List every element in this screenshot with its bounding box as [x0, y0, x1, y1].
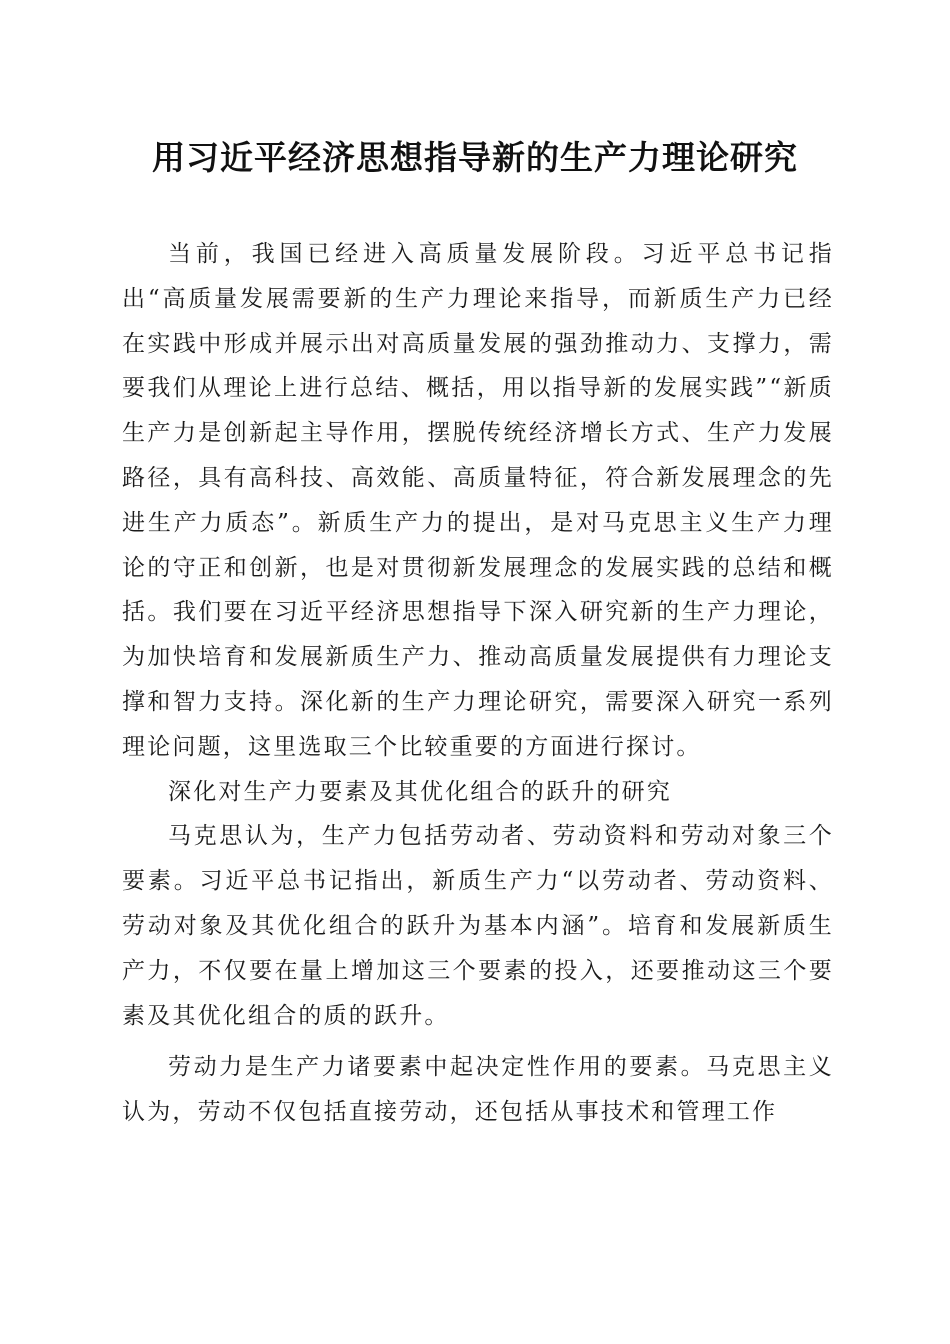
document-title: 用习近平经济思想指导新的生产力理论研究 [152, 138, 798, 177]
document-body [122, 232, 834, 1142]
paragraph-intro: 当前，我国已经进入高质量发展阶段。习近平总书记指出“高质量发展需要新的生产力理论来指导，而新质生产力已经在实践中形成并展示出对高质量发展的强劲推动力、支撑力，需要我们从理论上进行总结、概括，用以指导新的发展实践”“新质生产力是创新起主导作用，摆脱传统经济增长方式、生产力发展路径，具有高科技、高效能、高质量特征，符合新发展理念的先进生产力质态”。新质生产力的提出，是对马克思主义生产力理论的守正和创新，也是对贯彻新发展理念的发展实践的总结和概括。我们要在习近平经济思想指导下深入研究新的生产力理论，为加快培育和发展新质生产力、推动高质量发展提供有力理论支撑和智力支持。深化新的生产力理论研究，需要深入研究一系列理论问题，这里选取三个比较重要的方面进行探讨。 [122, 241, 834, 760]
paragraph-labor-force: 劳动力是生产力诸要素中起决定性作用的要素。马克思主义认为，劳动不仅包括直接劳动，还包括从事技术和管理工作 [122, 1054, 834, 1126]
section-heading: 深化对生产力要素及其优化组合的跃升的研究 [168, 778, 672, 805]
paragraph-productivity-elements: 马克思认为，生产力包括劳动者、劳动资料和劳动对象三个要素。习近平总书记指出，新质生产力“以劳动者、劳动资料、劳动对象及其优化组合的跃升为基本内涵”。培育和发展新质生产力，不仅要在量上增加这三个要素的投入，还要推动这三个要素及其优化组合的质的跃升。 [122, 823, 834, 1029]
